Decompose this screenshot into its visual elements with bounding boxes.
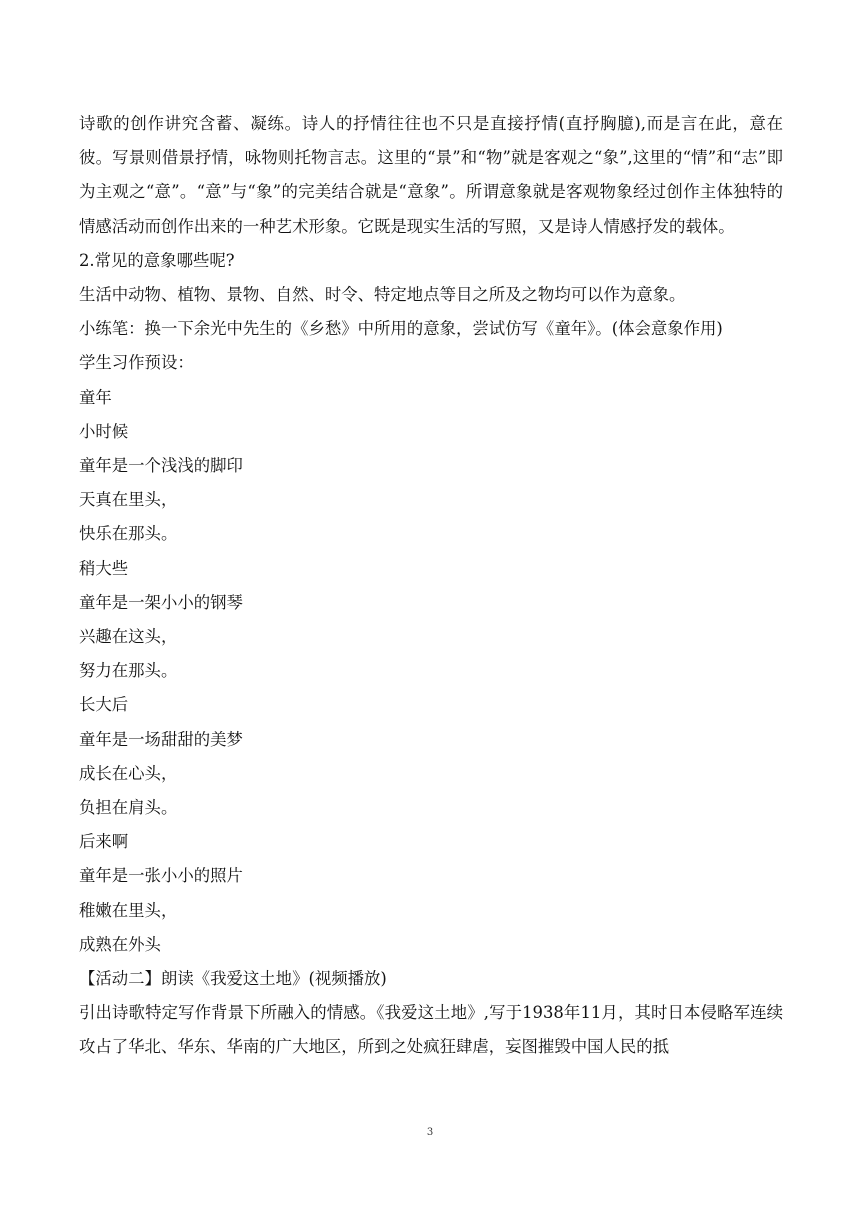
poem-line: 努力在那头。 [79,661,178,681]
poem-line: 童年是一个浅浅的脚印 [79,456,243,476]
poem-childhood [79,381,783,962]
poem-line: 稚嫩在里头， [79,900,178,920]
poem-line: 童年 [79,387,112,407]
page-number: 3 [426,1127,434,1138]
poem-line: 兴趣在这头， [79,627,178,647]
poem-line: 童年是一场甜甜的美梦 [79,729,243,749]
poem-line: 童年是一架小小的钢琴 [79,592,243,612]
poem-line: 童年是一张小小的照片 [79,866,243,886]
poem-line: 快乐在那头。 [79,524,178,544]
poem-line: 长大后 [79,695,129,715]
poem-line: 成长在心头， [79,763,178,783]
poem-line: 后来啊 [79,832,129,852]
poem-line: 小时候 [79,421,129,441]
poem-line: 稍大些 [79,558,129,578]
activity-two-heading: 【活动二】朗读《我爱这土地》(视频播放) [79,969,387,989]
writing-exercise: 小练笔：换一下余光中先生的《乡愁》中所用的意象，尝试仿写《童年》。(体会意象作用) [79,319,723,339]
paragraph-imagery-definition: 诗歌的创作讲究含蓄、凝练。诗人的抒情往往也不只是直接抒情(直抒胸臆),而是言在此，意在彼。写景则借景抒情，咏物则托物言志。这里的“景”和“物”就是客观之“象”,这里的“情”和“志”即为主观之“意”。“意”与“象”的完美结合就是“意象”。所谓意象就是客观物象经过创作主体独特的情感活动而创作出来的一种艺术形象。它既是现实生活的写照，又是诗人情感抒发的载体。 [79,114,783,236]
poem-line: 天真在里头， [79,490,178,510]
paragraph-background: 引出诗歌特定写作背景下所融入的情感。《我爱这土地》,写于1938年11月，其时日本侵略军连续攻占了华北、华东、华南的广大地区，所到之处疯狂肆虐，妄图摧毁中国人民的抵 [79,1003,783,1057]
page-content [79,107,783,1065]
poem-line: 负担在肩头。 [79,798,178,818]
answer-common-imagery: 生活中动物、植物、景物、自然、时令、特定地点等目之所及之物均可以作为意象。 [79,285,686,305]
student-preset-label: 学生习作预设： [79,353,194,373]
poem-line: 成熟在外头 [79,934,161,954]
question-common-imagery: 2.常见的意象哪些呢? [79,250,235,270]
